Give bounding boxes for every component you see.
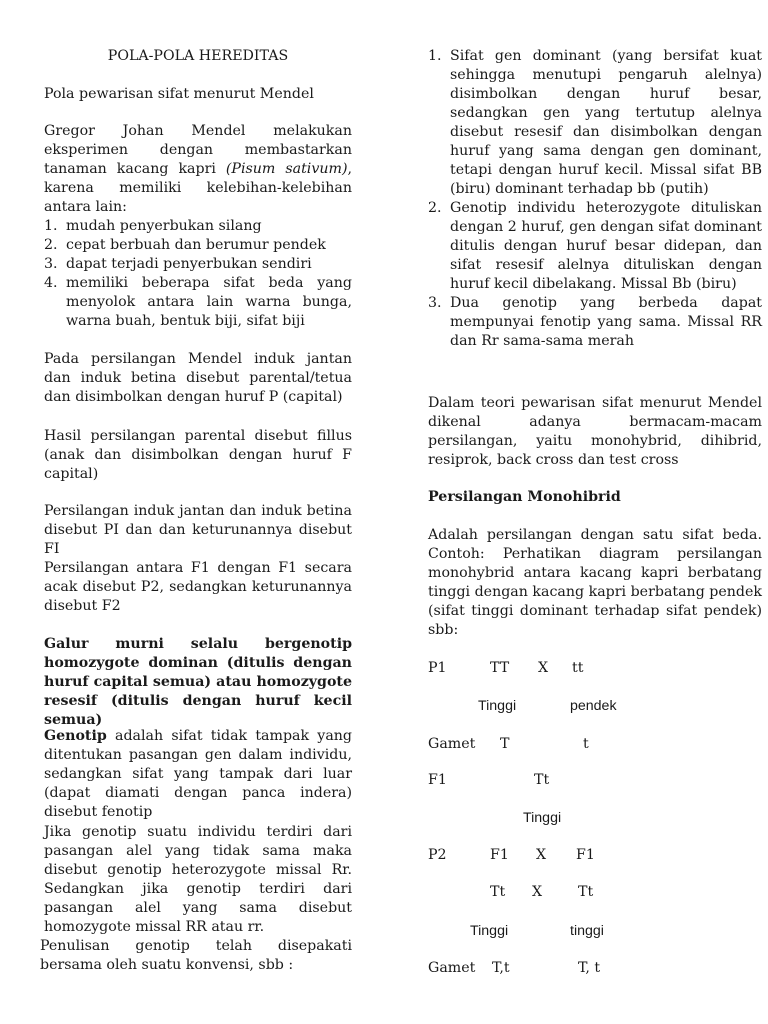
paragraph-p2: Persilangan antara F1 dengan F1 secara acak disebut P2, sedangkan keturunannya disebut F2 [44,560,352,614]
paragraph-genotip: Genotip adalah sifat tidak tampak yang ditentukan pasangan gen dalam individu, sedangkan sifat yang tampak dari luar (dapat diamati dengan panca indera) disebut fenotip [44,728,352,820]
list-item: 4. memiliki beberapa sifat beda yang menyolok antara lain warna bunga, warna buah, bentuk biji, sifat biji [44,275,352,329]
list-item: 2. cepat berbuah dan berumur pendek [44,237,326,253]
paragraph-heterozygote: Jika genotip suatu individu terdiri dari pasangan alel yang tidak sama maka disebut genotip heterozygote missal Rr. Sedangkan jika genotip terdiri dari pasangan alel yang sama disebut homozygote missal RR atau rr. [44,824,352,935]
paragraph-parental: Pada persilangan Mendel induk jantan dan induk betina disebut parental/tetua dan disimbolkan dengan huruf P (capital) [44,351,352,405]
list-item: 3. dapat terjadi penyerbukan sendiri [44,256,312,272]
list-item: 1. mudah penyerbukan silang [44,218,262,234]
paragraph-konvensi: Penulisan genotip telah disepakati bersama oleh suatu konvensi, sbb : [40,938,352,973]
list-item: 2. Genotip individu heterozygote dituliskan dengan 2 huruf, gen dengan sifat dominant ditulis dengan huruf besar didepan, dan sifat resesif alelnya dituliskan dengan huruf kecil dibelakang. Missal Bb (biru) [428,200,763,292]
intro-paragraph: Gregor Johan Mendel melakukan eksperimen dengan membastarkan tanaman kacang kapri (Pisum sativum), karena memiliki kelebihan-kelebihan antara lain: [44,123,352,215]
list-item: 3. Dua genotip yang berbeda dapat mempunyai fenotip yang sama. Missal RR dan Rr sama-sama merah [428,295,762,349]
paragraph-teori: Dalam teori pewarisan sifat menurut Mendel dikenal adanya bermacam-macam persilangan, yaitu monohybrid, dihibrid, resiprok, back cross dan test cross [428,395,762,468]
conventions-list [428,47,762,351]
paragraph-monohibrid: Adalah persilangan dengan satu sifat beda. Contoh: Perhatikan diagram persilangan monohybrid antara kacang kapri berbatang tinggi dengan kacang kapri berbatang pendek (sifat tinggi dominant terhadap sifat pendek) sbb: [428,527,762,638]
genotip-term: Genotip [44,728,107,744]
advantages-list [44,217,352,331]
heading-monohibrid: Persilangan Monohibrid [428,489,621,505]
subtitle: Pola pewarisan sifat menurut Mendel [44,86,314,102]
page-title: POLA-POLA HEREDITAS [107,48,289,64]
paragraph-galur-murni: Galur murni selalu bergenotip homozygote dominan (ditulis dengan huruf capital semua) atau homozygote resesif (ditulis dengan huruf kecil semua) [44,636,352,728]
species-name: (Pisum sativum) [225,161,348,177]
paragraph-fillus: Hasil persilangan parental disebut fillus (anak dan disimbolkan dengan huruf F capital) [44,428,352,482]
list-item: 1. Sifat gen dominant (yang bersifat kuat sehingga menutupi pengaruh alelnya) disimbolkan dengan huruf besar, sedangkan gen yang tertutup alelnya disebut resesif dan disimbolkan dengan huruf yang sama dengan gen dominant, tetapi dengan huruf kecil. Missal sifat BB (biru) dominant terhadap bb (putih) [428,48,762,197]
paragraph-p1: Persilangan induk jantan dan induk betina disebut PI dan dan keturunannya disebut FI [44,503,352,557]
